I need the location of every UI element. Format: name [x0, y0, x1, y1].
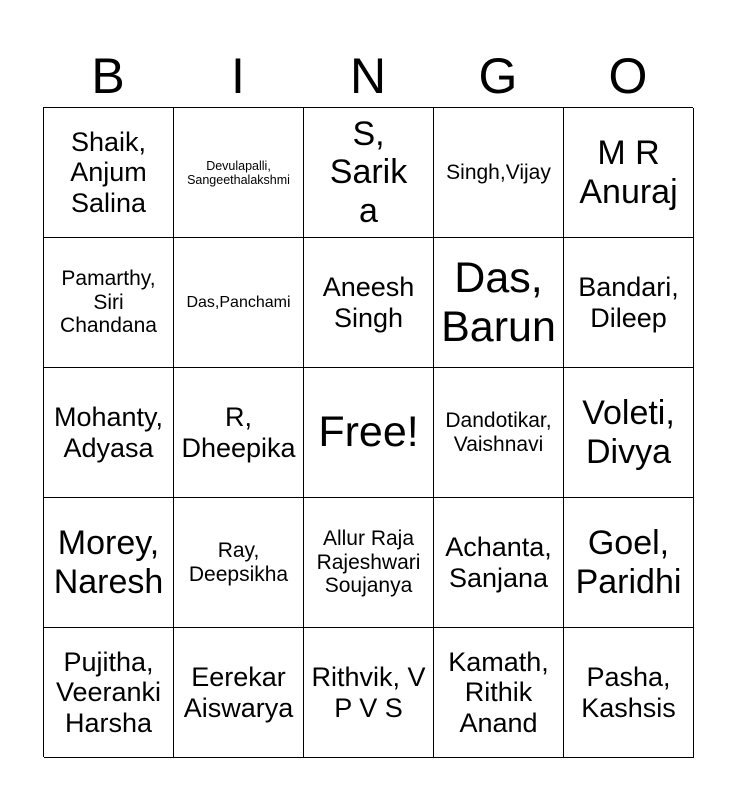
cell-label: Bandari, Dileep	[578, 272, 679, 333]
bingo-cell[interactable]	[564, 368, 694, 498]
cell-label: Shaik, Anjum Salina	[70, 127, 147, 218]
bingo-cell[interactable]	[304, 238, 434, 368]
cell-label: Aneesh Singh	[322, 272, 415, 333]
header-letter-o: O	[608, 48, 648, 104]
bingo-cell[interactable]	[44, 498, 174, 628]
bingo-cell[interactable]	[434, 108, 564, 238]
cell-label: Devulapalli, Sangeethalakshmi	[187, 158, 290, 187]
cell-label: Rithvik, V P V S	[311, 662, 426, 723]
header-letter-i: I	[231, 48, 245, 104]
free-space-label: Free!	[318, 408, 419, 457]
cell-label: Ray, Deepsikha	[188, 538, 289, 586]
cell-label: Pujitha, Veeranki Harsha	[55, 647, 162, 738]
cell-label: S, Sarika	[329, 115, 408, 230]
bingo-cell[interactable]	[44, 108, 174, 238]
bingo-cell[interactable]	[304, 498, 434, 628]
bingo-cell[interactable]	[304, 108, 434, 238]
cell-label: Goel, Paridhi	[575, 524, 682, 601]
cell-label: Das, Barun	[441, 254, 556, 351]
cell-label: Pasha, Kashsis	[581, 662, 676, 723]
cell-label: Morey, Naresh	[53, 524, 164, 601]
bingo-header	[43, 46, 693, 106]
bingo-cell[interactable]	[564, 108, 694, 238]
cell-label: Mohanty, Adyasa	[53, 402, 164, 463]
cell-label: Dandotikar, Vaishnavi	[445, 408, 552, 456]
cell-label: M R Anuraj	[579, 134, 678, 211]
cell-label: R, Dheepika	[181, 402, 296, 463]
bingo-cell[interactable]	[564, 238, 694, 368]
bingo-card-grid	[43, 107, 693, 757]
bingo-cell[interactable]	[174, 108, 304, 238]
header-letter-b: B	[91, 48, 125, 104]
free-space-cell[interactable]	[304, 368, 434, 498]
cell-label: Allur Raja Rajeshwari Soujanya	[316, 527, 421, 598]
cell-label: Eerekar Aiswarya	[183, 662, 294, 723]
bingo-cell[interactable]	[434, 238, 564, 368]
header-letter-g: G	[478, 48, 518, 104]
bingo-cell[interactable]	[434, 628, 564, 758]
cell-label: Singh,Vijay	[446, 160, 551, 184]
bingo-cell[interactable]	[174, 368, 304, 498]
bingo-cell[interactable]	[44, 628, 174, 758]
bingo-cell[interactable]	[564, 498, 694, 628]
cell-label: Kamath, Rithik Anand	[448, 647, 549, 738]
bingo-cell[interactable]	[304, 628, 434, 758]
cell-label: Pamarthy, Siri Chandana	[60, 267, 157, 338]
header-letter-n: N	[349, 48, 387, 104]
cell-label: Voleti, Divya	[582, 394, 675, 471]
bingo-cell[interactable]	[434, 498, 564, 628]
cell-label: Das,Panchami	[186, 293, 291, 311]
cell-label: Achanta, Sanjana	[445, 532, 552, 593]
bingo-cell[interactable]	[564, 628, 694, 758]
bingo-cell[interactable]	[174, 498, 304, 628]
bingo-cell[interactable]	[174, 628, 304, 758]
bingo-cell[interactable]	[44, 368, 174, 498]
bingo-cell[interactable]	[174, 238, 304, 368]
bingo-cell[interactable]	[44, 238, 174, 368]
bingo-cell[interactable]	[434, 368, 564, 498]
